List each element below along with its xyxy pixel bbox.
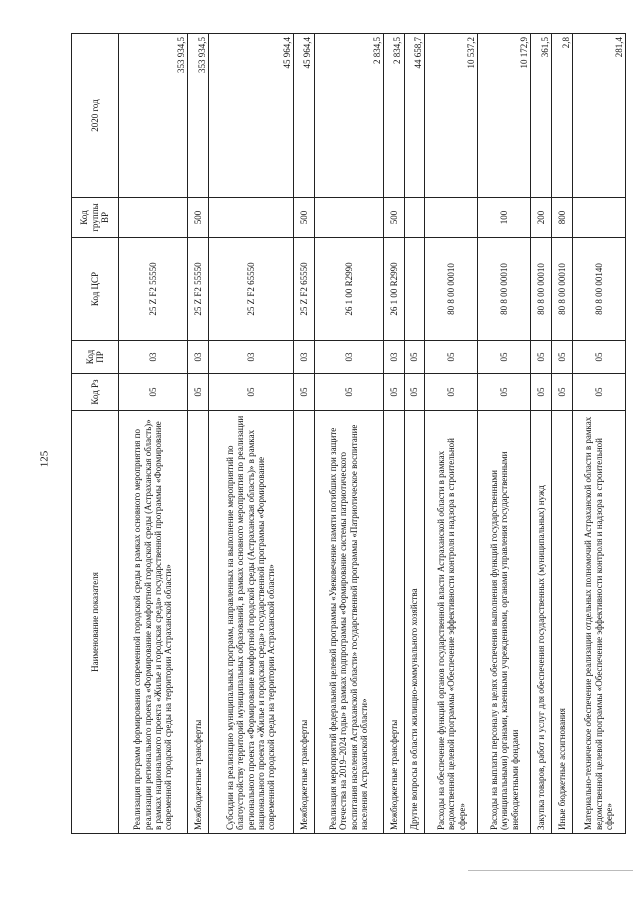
cell-vr: 200: [531, 198, 552, 238]
cell-csr: 25 Z F2 65550: [208, 238, 293, 341]
table-row: [119, 34, 188, 834]
cell-csr: 80 8 00 00010: [531, 238, 552, 341]
budget-table-area: [71, 34, 626, 834]
table-row: [478, 34, 531, 834]
budget-table: [71, 33, 626, 834]
table-row: [531, 34, 552, 834]
cell-pr: 05: [404, 341, 425, 374]
cell-amount: 45 964,4: [294, 34, 315, 198]
cell-rz: 05: [188, 374, 209, 411]
cell-amount: 353 934,5: [119, 34, 188, 198]
cell-amount: 281,4: [572, 34, 625, 198]
cell-name: Материально-техническое обеспечение реализации отдельных полномочий Астраханской области в рамках ведомственной целевой программы «Обеспечение эффективности контроля и надзора в строительной сфере»: [572, 411, 625, 834]
cell-csr: 25 Z F2 55550: [188, 238, 209, 341]
header-vr: Код группы ВР: [72, 198, 119, 238]
cell-rz: 05: [404, 374, 425, 411]
cell-name: Закупка товаров, работ и услуг для обеспечения государственных (муниципальных) нужд: [531, 411, 552, 834]
cell-vr: [208, 198, 293, 238]
cell-name: Расходы на обеспечение функций органов государственной власти Астраханской области в рамках ведомственной целевой программы «Обеспечение эффективности контроля и надзора в строительной сфере»: [425, 411, 478, 834]
cell-name: Межбюджетные трансферты: [188, 411, 209, 834]
cell-amount: 45 964,4: [208, 34, 293, 198]
cell-rz: 05: [478, 374, 531, 411]
table-row: [208, 34, 293, 834]
cell-pr: 03: [119, 341, 188, 374]
cell-vr: [425, 198, 478, 238]
header-amount: 2020 год: [72, 34, 119, 198]
cell-csr: 80 8 00 00010: [478, 238, 531, 341]
cell-amount: 2,8: [552, 34, 573, 198]
cell-pr: 03: [208, 341, 293, 374]
cell-name: Реализация мероприятий федеральной целевой программы «Увековечение памяти погибших при защите Отечества на 2019–2024 годы» в рамках подпрограммы «Формирование системы патриотического воспитания населения Астраханской области» государственной программы «Патриотическое воспитание населения Астраханской области»: [314, 411, 383, 834]
cell-rz: 05: [552, 374, 573, 411]
cell-rz: 05: [208, 374, 293, 411]
cell-pr: 03: [188, 341, 209, 374]
cell-rz: 05: [425, 374, 478, 411]
cell-amount: 44 658,7: [404, 34, 425, 198]
table-row: [314, 34, 383, 834]
table-row: [383, 34, 404, 834]
cell-csr: 25 Z F2 55550: [119, 238, 188, 341]
cell-amount: 10 172,9: [478, 34, 531, 198]
table-row: [294, 34, 315, 834]
cell-amount: 10 537,2: [425, 34, 478, 198]
cell-csr: 80 8 00 00140: [572, 238, 625, 341]
cell-name: Субсидии на реализацию муниципальных программ, направленных на выполнение мероприятий по благоустройству территорий муниципальных образований, в рамках основного мероприятия по реализации регионального проекта «Формирование комфортной городской среды (Астраханская область)» в рамках национального проекта «Жилье и городская среда» государственной программы «Формирование современной городской среды на территории Астраханской области»: [208, 411, 293, 834]
cell-name: Расходы на выплаты персоналу в целях обеспечения выполнения функций государственными (муниципальными) органами, казенными учреждениями, органами управления государственными внебюджетными фондами: [478, 411, 531, 834]
cell-vr: 100: [478, 198, 531, 238]
cell-rz: 05: [119, 374, 188, 411]
cell-name: Межбюджетные трансферты: [294, 411, 315, 834]
table-row: [425, 34, 478, 834]
cell-vr: 500: [188, 198, 209, 238]
cell-csr: 80 8 00 00010: [425, 238, 478, 341]
cell-amount: 353 934,5: [188, 34, 209, 198]
table-row: [188, 34, 209, 834]
header-name: Наименование показателя: [72, 411, 119, 834]
table-row: [404, 34, 425, 834]
cell-vr: [314, 198, 383, 238]
header-pr: Код ПР: [72, 341, 119, 374]
cell-pr: 05: [425, 341, 478, 374]
page-number: 125: [38, 450, 51, 468]
cell-name: Реализация программ формирования современной городской среды в рамках основного мероприятия по реализации регионального проекта «Формирование комфортной городской среды (Астраханская область)» в рамках национального проекта «Жилье и городская среда» государственной программы «Формирование современной городской среды на территории Астраханской области»: [119, 411, 188, 834]
cell-csr: 80 8 00 00010: [552, 238, 573, 341]
table-row: [572, 34, 625, 834]
header-rz: Код Рз: [72, 374, 119, 411]
cell-pr: 03: [314, 341, 383, 374]
cell-name: Межбюджетные трансферты: [383, 411, 404, 834]
cell-vr: 500: [294, 198, 315, 238]
cell-csr: 26 1 00 R2990: [383, 238, 404, 341]
cell-pr: 05: [552, 341, 573, 374]
budget-table-rotated: [71, 34, 626, 834]
cell-pr: 05: [531, 341, 552, 374]
cell-rz: 05: [294, 374, 315, 411]
cell-rz: 05: [314, 374, 383, 411]
scan-edge-line: [468, 870, 633, 871]
cell-rz: 05: [383, 374, 404, 411]
cell-vr: 800: [552, 198, 573, 238]
cell-name: Иные бюджетные ассигнования: [552, 411, 573, 834]
cell-pr: 03: [383, 341, 404, 374]
cell-amount: 2 834,5: [314, 34, 383, 198]
header-csr: Код ЦСР: [72, 238, 119, 341]
cell-pr: 03: [294, 341, 315, 374]
cell-csr: 25 Z F2 65550: [294, 238, 315, 341]
cell-rz: 05: [572, 374, 625, 411]
cell-pr: 05: [572, 341, 625, 374]
cell-pr: 05: [478, 341, 531, 374]
table-header-row: [72, 34, 119, 834]
cell-rz: 05: [531, 374, 552, 411]
cell-amount: 2 834,5: [383, 34, 404, 198]
cell-amount: 361,5: [531, 34, 552, 198]
cell-vr: [119, 198, 188, 238]
cell-vr: 500: [383, 198, 404, 238]
cell-name: Другие вопросы в области жилищно-коммунального хозяйства: [404, 411, 425, 834]
cell-csr: 26 1 00 R2990: [314, 238, 383, 341]
table-row: [552, 34, 573, 834]
cell-vr: [404, 198, 425, 238]
cell-vr: [572, 198, 625, 238]
cell-csr: [404, 238, 425, 341]
